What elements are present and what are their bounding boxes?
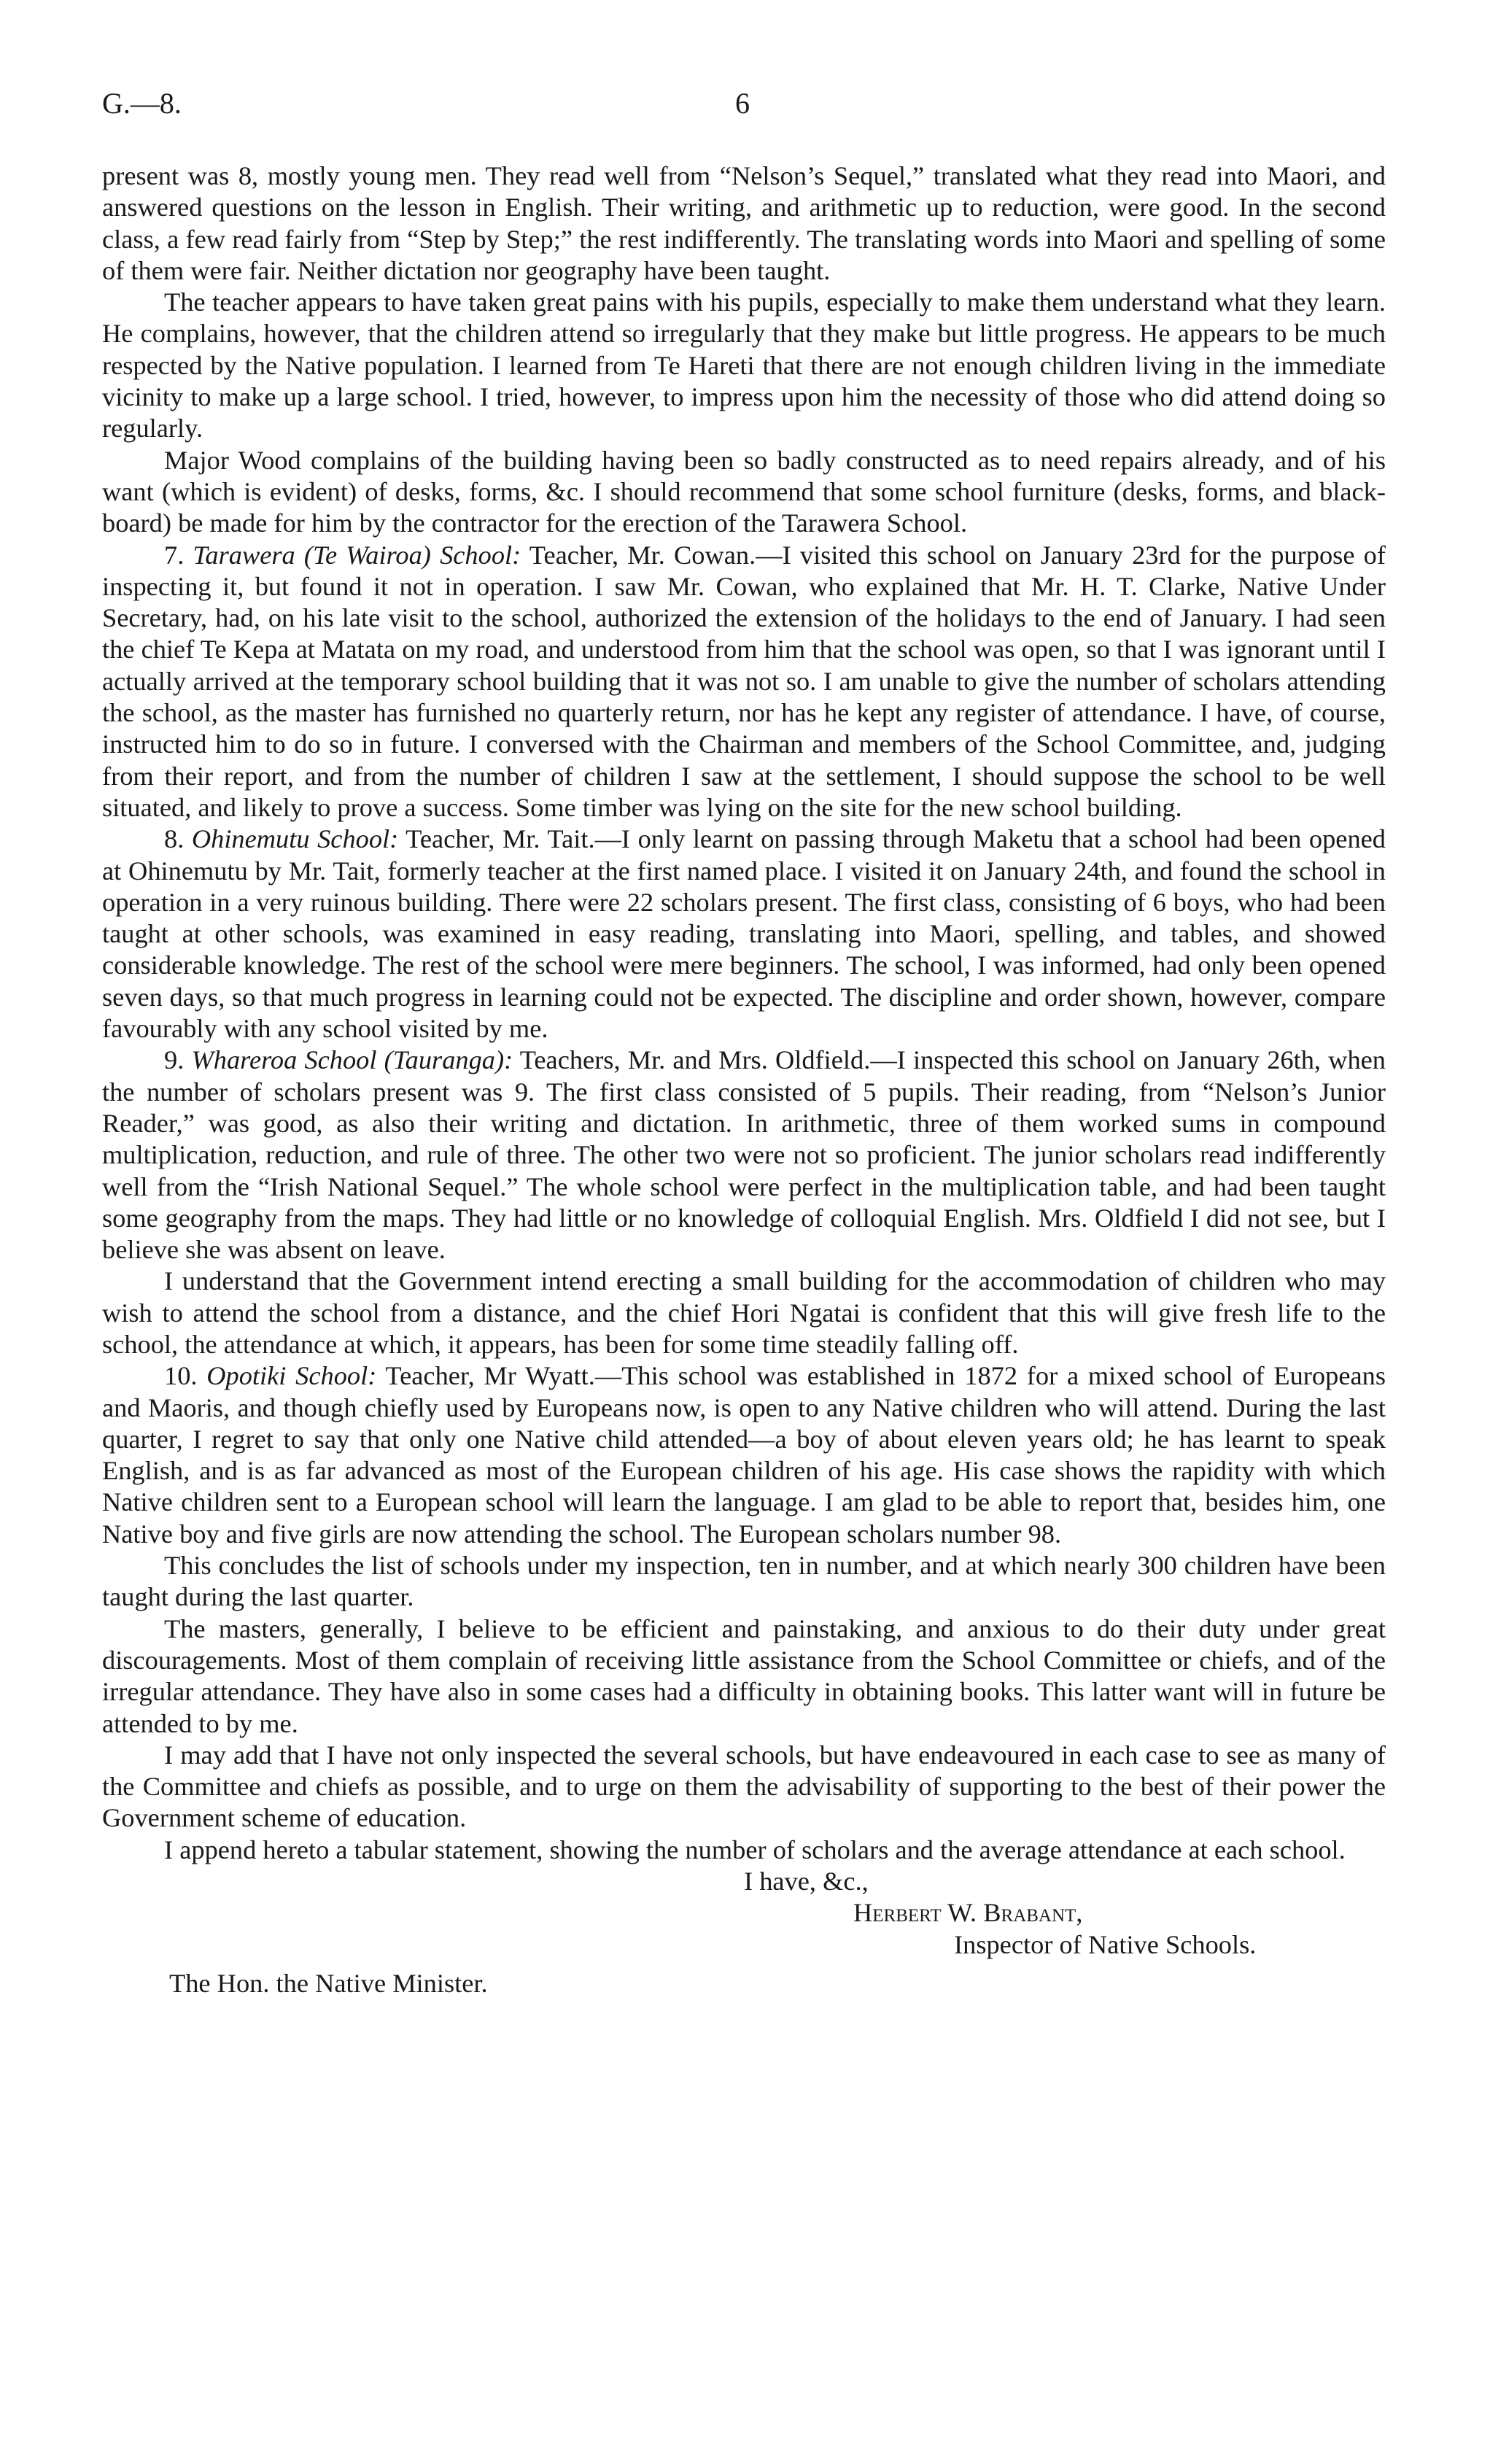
report-body [102, 160, 1386, 1999]
school-section-opotiki [102, 1360, 1386, 1550]
page-number: 6 [735, 87, 750, 120]
paragraph: Major Wood complains of the building having been so badly constructed as to need repairs already, and of his want (which is evident) of desks, forms, &c. I should recommend that some school furniture (desks, forms, and black-board) be made for him by the contractor for the erection of the Tarawera School. [102, 445, 1386, 538]
section-heading: Ohinemutu School: [191, 824, 399, 854]
section-number: 8. [164, 824, 185, 854]
section-text: Teacher, Mr. Cowan.—I visited this school on January 23rd for the purpose of inspecting it, but found it not in operation. I saw Mr. Cowan, who explained that Mr. H. T. Clarke, Native Under Secretary, had, on his late visit to the school, authorized the extension of the holidays to the end of January. I had seen the chief Te Kepa at Matata on my road, and understood from him that the school was open, so that I was ignorant until I actually arrived at the temporary school building that it was not so. I am unable to give the number of scholars attending the school, as the master has furnished no quarterly return, nor has he kept any register of attendance. I have, of course, instructed him to do so in future. I conversed with the Chairman and members of the School Committee, and, judging from their report, and from the number of children I saw at the settlement, I should suppose the school to be well situated, and likely to prove a success. Some timber was lying on the site for the new school building. [102, 540, 1386, 822]
signature-block [102, 1866, 1386, 1999]
paragraph: The teacher appears to have taken great pains with his pupils, especially to make them understand what they learn. He complains, however, that the children attend so irregularly that they make but little progress. He appears to be much respected by the Native population. I learned from Te Hareti that there are not enough children living in the immediate vicinity to make up a large school. I tried, however, to impress upon him the necessity of those who did attend doing so regularly. [102, 287, 1386, 443]
section-number: 7. [164, 540, 185, 570]
school-section-whareroa [102, 1045, 1386, 1266]
paragraph: I append hereto a tabular statement, showing the number of scholars and the average attendance at each school. [164, 1835, 1346, 1864]
paragraph: The masters, generally, I believe to be efficient and painstaking, and anxious to do their duty under great discouragements. Most of them complain of receiving little assistance from the School Committee or chiefs, and of the irregular attendance. They have also in some cases had a difficulty in obtaining books. This latter want will in future be attended to by me. [102, 1613, 1386, 1738]
section-number: 10. [164, 1361, 198, 1391]
signatory-name: Herbert W. Brabant, [853, 1898, 1083, 1928]
paragraph: I understand that the Government intend erecting a small building for the accommodation of children who may wish to attend the school from a distance, and the chief Hori Ngatai is confident that this will give fresh life to the school, the attendance at which, it appears, has been for some time steadily falling off. [102, 1266, 1386, 1359]
signatory-title: Inspector of Native Schools. [954, 1930, 1257, 1960]
section-text: Teacher, Mr. Tait.—I only learnt on passing through Maketu that a school had been opened at Ohinemutu by Mr. Tait, formerly teacher at the first named place. I visited it on January 24th, and found the school in operation in a very ruinous building. There were 22 scholars present. The first class, consisting of 6 boys, who had been taught at other schools, was examined in easy reading, translating into Maori, spelling, and tables, and showed considerable knowledge. The rest of the school were mere beginners. The school, I was informed, had only been opened seven days, so that much progress in learning could not be expected. The discipline and order shown, however, compare favourably with any school visited by me. [102, 824, 1386, 1044]
section-heading: Whareroa School (Tauranga): [191, 1045, 513, 1075]
section-heading: Opotiki School: [206, 1361, 377, 1391]
paragraph: I may add that I have not only inspected the several schools, but have endeavoured in each case to see as many of the Committee and chiefs as possible, and to urge on them the advisability of supporting to the best of their power the Government scheme of education. [102, 1740, 1386, 1833]
section-text: Teachers, Mr. and Mrs. Oldfield.—I inspected this school on January 26th, when the number of scholars present was 9. The first class consisted of 5 pupils. Their reading, from “Nelson’s Junior Reader,” was good, as also their writing and dictation. In arithmetic, three of them worked sums in compound multiplication, reduction, and rule of three. The other two were not so proficient. The junior scholars read indifferently well from the “Irish National Sequel.” The whole school were perfect in the multiplication table, and had been taught some geography from the maps. They had little or no knowledge of colloquial English. Mrs. Oldfield I did not see, but I believe she was absent on leave. [102, 1045, 1386, 1265]
paragraph: This concludes the list of schools under my inspection, ten in number, and at which nearly 300 children have been taught during the last quarter. [102, 1551, 1386, 1612]
section-heading: Tarawera (Te Wairoa) School: [193, 540, 521, 570]
school-section-ohinemutu [102, 824, 1386, 1045]
section-text: Teacher, Mr Wyatt.—This school was established in 1872 for a mixed school of Europeans and Maoris, and though chiefly used by Europeans now, is open to any Native children who will attend. During the last quarter, I regret to say that only one Native child attended—a boy of about eleven years old; he has learnt to speak English, and is as far advanced as most of the European children of his age. His case shows the rapidity with which Native children sent to a European school will learn the language. I am glad to be able to report that, besides him, one Native boy and five girls are now attending the school. The European scholars number 98. [102, 1361, 1386, 1549]
addressee: The Hon. the Native Minister. [169, 1969, 488, 1999]
complimentary-close: I have, &c., [744, 1867, 869, 1897]
document-reference: G.—8. [102, 87, 182, 120]
paragraph: present was 8, mostly young men. They read well from “Nelson’s Sequel,” translated what they read into Maori, and answered questions on the lesson in English. Their writing, and arithmetic up to reduction, were good. In the second class, a few read fairly from “Step by Step;” the rest indifferently. The translating words into Maori and spelling of some of them were fair. Neither dictation nor geography have been taught. [102, 161, 1386, 285]
page-header [102, 86, 1388, 130]
section-number: 9. [164, 1045, 185, 1075]
school-section-tarawera [102, 540, 1386, 824]
